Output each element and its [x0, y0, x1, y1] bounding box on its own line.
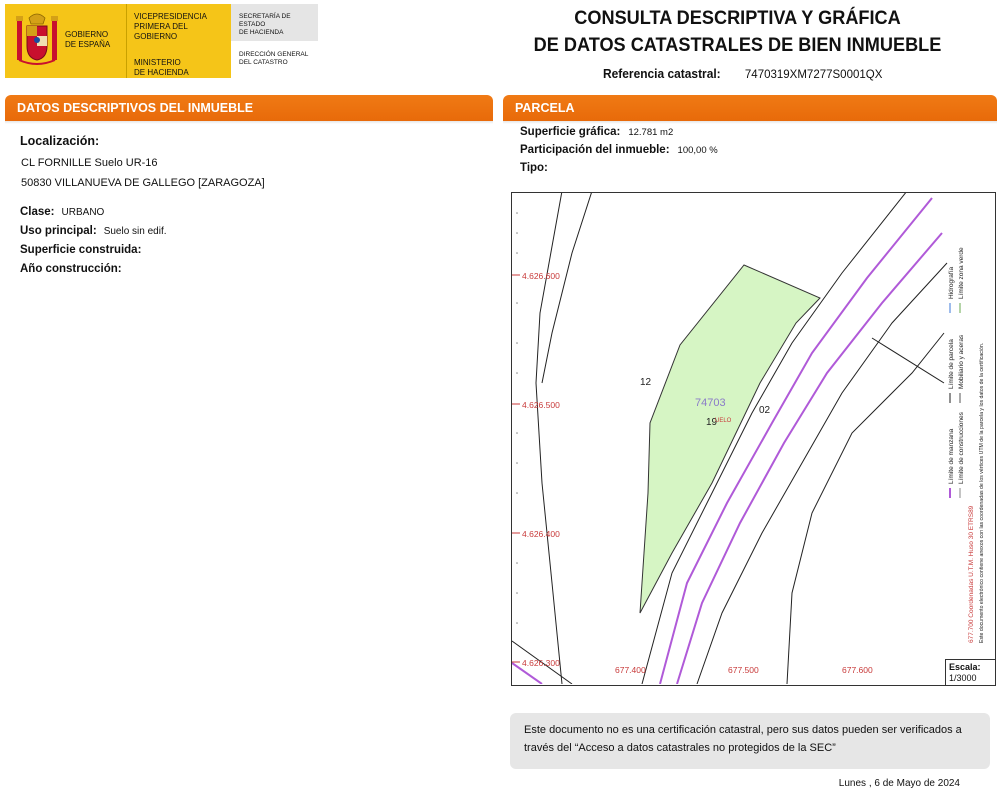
tipo-label: Tipo:	[520, 162, 548, 174]
vice-line: PRIMERA DEL GOBIERNO	[134, 22, 188, 41]
boundary-line	[542, 193, 592, 383]
ministry-line: DE HACIENDA	[134, 68, 189, 77]
plot-label-12: 12	[640, 377, 652, 388]
section-bar-descriptive: DATOS DESCRIPTIVOS DEL INMUEBLE	[5, 95, 493, 121]
scale-value: 1/3000	[949, 673, 977, 683]
title-line-1: CONSULTA DESCRIPTIVA Y GRÁFICA	[574, 7, 901, 29]
y-tick-label: 4.626.400	[522, 529, 560, 539]
secretariat-block	[231, 4, 318, 78]
participacion-field	[520, 144, 718, 156]
y-tick-label: 4.626.300	[522, 658, 560, 668]
plot-label-19: 19	[706, 417, 718, 428]
verification-notice: Este documento no es una certificación catastral, pero sus datos pueden ser verificados a través del “Acceso a datos catastrales no protegidos de la SEC”	[510, 713, 990, 769]
location-line-1: CL FORNILLE Suelo UR-16	[21, 157, 158, 169]
legend-item: Mobiliario y aceras	[958, 334, 965, 389]
map-legend	[940, 198, 996, 656]
secretariat-text	[231, 4, 318, 41]
document-title	[517, 5, 959, 59]
cadastral-map[interactable]	[511, 192, 996, 686]
clase-field	[20, 206, 104, 218]
legend-item: Límite zona verde	[958, 247, 965, 299]
map-drawing	[512, 193, 994, 684]
x-tick-label: 677.600	[842, 665, 873, 675]
clase-label: Clase:	[20, 206, 55, 218]
legend-coordinates: 677.700 Coordenadas U.T.M. Huso 30 ETRS89	[968, 505, 975, 643]
clase-value: URBANO	[61, 207, 105, 218]
x-tick-label: 677.400	[615, 665, 646, 675]
boundary-line	[536, 193, 562, 684]
title-line-2: DE DATOS CATASTRALES DE BIEN INMUEBLE	[533, 34, 942, 56]
plot-label-02: 02	[759, 405, 771, 416]
government-logo	[5, 4, 318, 78]
reference-value: 7470319XM7277S0001QX	[744, 69, 883, 81]
gov-line: GOBIERNO	[65, 30, 109, 39]
superficie-label: Superficie construida:	[20, 244, 142, 256]
ministry-line: MINISTERIO	[134, 58, 181, 67]
legend-note: Este documento electrónico contiene anexos con las coordenadas de los vértices UTM de la parcela y los datos de la certificación.	[979, 342, 985, 643]
superficie-grafica-value: 12.781 m2	[628, 127, 674, 138]
superficie-grafica-label: Superficie gráfica:	[520, 126, 621, 138]
participacion-label: Participación del inmueble:	[520, 144, 670, 156]
secretariat-line: DE HACIENDA	[239, 29, 284, 36]
y-tick-label: 4.626.500	[522, 400, 560, 410]
reference-label: Referencia catastral:	[603, 66, 721, 81]
legend-item: Límite de construcciones	[958, 412, 965, 484]
suelo-label: UELO	[715, 418, 732, 424]
boundary-line	[872, 338, 944, 383]
directorate-line: DIRECCIÓN GENERAL	[239, 51, 309, 58]
superficie-grafica-field	[520, 126, 673, 138]
vice-text	[127, 4, 231, 42]
parcel-green-zone	[640, 265, 820, 613]
legend-item: Límite de manzana	[948, 428, 955, 484]
directorate-text	[231, 41, 318, 78]
legend-item: Hidrografía	[948, 266, 955, 299]
scale-label: Escala:	[949, 662, 981, 672]
tipo-field	[520, 162, 548, 174]
directorate-line: DEL CATASTRO	[239, 59, 288, 66]
gov-block	[5, 4, 231, 78]
gov-text	[65, 30, 123, 50]
reference-row	[603, 66, 882, 81]
ministry-text	[127, 42, 231, 78]
scale-box	[945, 659, 995, 685]
coat-of-arms-icon	[13, 10, 61, 72]
participacion-value: 100,00 %	[677, 145, 718, 156]
y-tick-label: 4.626.600	[522, 271, 560, 281]
anio-label: Año construcción:	[20, 263, 122, 275]
uso-value: Suelo sin edif.	[103, 226, 167, 237]
grid-dots	[516, 212, 518, 624]
x-tick-label: 677.500	[728, 665, 759, 675]
location-line-2: 50830 VILLANUEVA DE GALLEGO [ZARAGOZA]	[21, 177, 265, 189]
secretariat-line: SECRETARÍA DE ESTADO	[239, 13, 291, 28]
vice-line: VICEPRESIDENCIA	[134, 12, 207, 21]
section-bar-parcel: PARCELA	[503, 95, 997, 121]
gov-line: DE ESPAÑA	[65, 40, 111, 49]
anio-field	[20, 263, 122, 275]
superficie-field	[20, 244, 141, 256]
uso-label: Uso principal:	[20, 225, 97, 237]
boundary-line	[787, 333, 944, 684]
location-label: Localización:	[20, 134, 100, 148]
document-date: Lunes , 6 de Mayo de 2024	[838, 778, 960, 789]
legend-item: Límite de parcela	[948, 339, 955, 389]
vice-column	[126, 4, 231, 78]
uso-field	[20, 225, 167, 237]
parcel-number-label: 74703	[695, 397, 726, 409]
